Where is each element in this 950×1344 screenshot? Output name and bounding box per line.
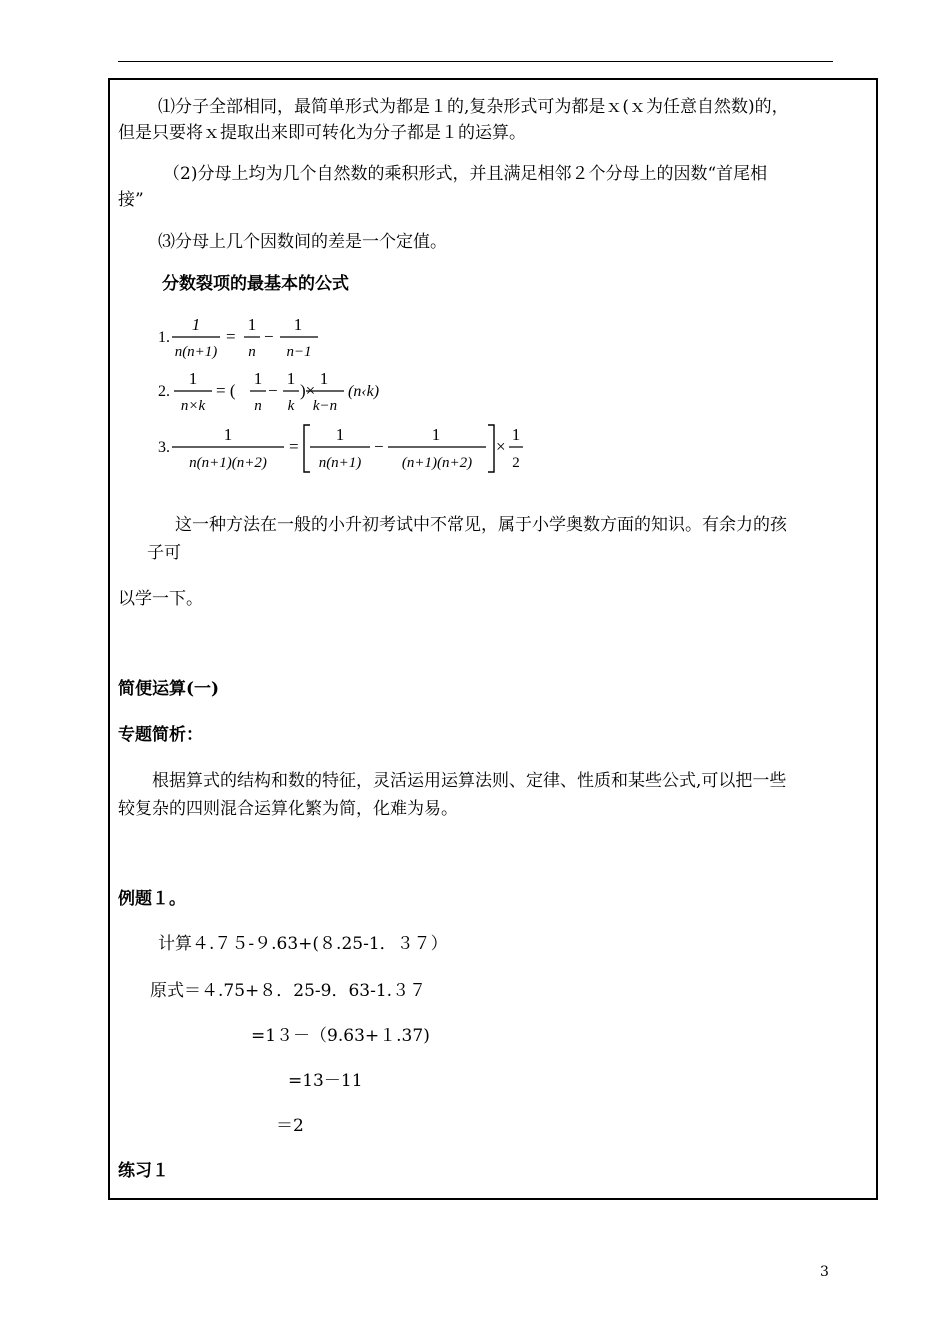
page-number: 3 — [820, 1264, 829, 1280]
formula-2-term2-numerator: 1 — [286, 369, 296, 388]
formula-2-factor-denominator: k−n — [312, 398, 338, 414]
formula-3-right-bracket — [488, 425, 494, 472]
example-step-2: =1３－（9.63+１.37) — [251, 1026, 430, 1046]
formula-2-term1-numerator: 1 — [253, 369, 263, 388]
intro-label: 专题简析： — [118, 725, 203, 745]
formula-3 — [158, 422, 538, 482]
paragraph-1-line-1: ⑴分子全部相同，最简单形式为都是１的,复杂形式可为都是ｘ(ｘ为任意自然数)的， — [158, 97, 789, 117]
formula-2-number: 2. — [158, 383, 170, 400]
intro-line-2: 较复杂的四则混合运算化繁为简，化难为易。 — [118, 799, 458, 819]
formula-1-term2-denominator: n−1 — [286, 344, 312, 360]
formula-3-left-bracket — [304, 425, 310, 472]
formula-3-half-denominator: 2 — [512, 455, 520, 471]
formula-3-term1-denominator: n(n+1) — [318, 455, 362, 471]
formula-2-close-times: )× — [300, 381, 316, 400]
example-step-1: 原式＝４.75+８．25-9．63-1.３７ — [150, 981, 427, 1001]
formula-1-lhs-denominator: n(n+1) — [174, 344, 218, 360]
formula-3-times: × — [496, 437, 506, 456]
formula-1-term2-numerator: 1 — [293, 315, 303, 334]
example-step-3: =13－11 — [288, 1071, 363, 1091]
formula-1-number: 1. — [158, 329, 170, 346]
formula-2-lhs-denominator: n×k — [180, 398, 206, 414]
formula-3-term2-denominator: (n+1)(n+2) — [401, 455, 473, 471]
formula-2-condition: (n‹k) — [348, 383, 380, 400]
header-rule — [118, 61, 833, 62]
section-title: 简便运算(一) — [118, 679, 220, 699]
formula-3-lhs-denominator: n(n+1)(n+2) — [189, 455, 267, 471]
formulas-heading: 分数裂项的最基本的公式 — [162, 274, 349, 294]
formula-3-term1-numerator: 1 — [335, 425, 345, 444]
intro-line-1: 根据算式的结构和数的特征，灵活运用运算法则、定律、性质和某些公式,可以把一些 — [152, 771, 787, 791]
formula-2-minus: − — [268, 381, 278, 400]
exercise-title: 练习１ — [118, 1161, 169, 1181]
paragraph-2-line-2: 接” — [118, 190, 144, 210]
formula-3-minus: − — [374, 437, 384, 456]
remark-line-3: 以学一下。 — [118, 589, 203, 609]
formula-1 — [158, 312, 358, 368]
formula-3-half-numerator: 1 — [511, 425, 521, 444]
formula-3-equals: = — [289, 437, 299, 456]
paragraph-1-line-2: 但是只要将ｘ提取出来即可转化为分子都是１的运算。 — [118, 123, 526, 143]
formula-2 — [158, 366, 398, 422]
formula-3-lhs-numerator: 1 — [223, 425, 233, 444]
formula-3-term2-numerator: 1 — [431, 425, 441, 444]
formula-1-lhs-numerator: 1 — [191, 315, 201, 334]
remark-line-2: 子可 — [147, 543, 181, 563]
formula-1-equals: = — [226, 327, 236, 346]
example-title: 例题１。 — [118, 889, 186, 909]
formula-2-term2-denominator: k — [287, 398, 295, 414]
paragraph-3: ⑶分母上几个因数间的差是一个定值。 — [158, 232, 447, 252]
formula-2-term1-denominator: n — [254, 398, 262, 414]
paragraph-2-line-1: （2)分母上均为几个自然数的乘积形式，并且满足相邻２个分母上的因数“首尾相 — [163, 164, 768, 184]
remark-line-1: 这一种方法在一般的小升初考试中不常见，属于小学奥数方面的知识。有余力的孩 — [175, 515, 787, 535]
formula-1-minus: − — [264, 327, 274, 346]
formula-3-number: 3. — [158, 439, 170, 456]
example-step-4: ＝2 — [276, 1116, 304, 1136]
formula-1-term1-numerator: 1 — [247, 315, 257, 334]
formula-2-factor-numerator: 1 — [319, 369, 329, 388]
example-problem: 计算４.７５-９.63+(８.25-1．３７） — [158, 934, 448, 954]
formula-2-equals: = ( — [216, 381, 236, 400]
formula-2-lhs-numerator: 1 — [188, 369, 198, 388]
formula-1-term1-denominator: n — [248, 344, 256, 360]
